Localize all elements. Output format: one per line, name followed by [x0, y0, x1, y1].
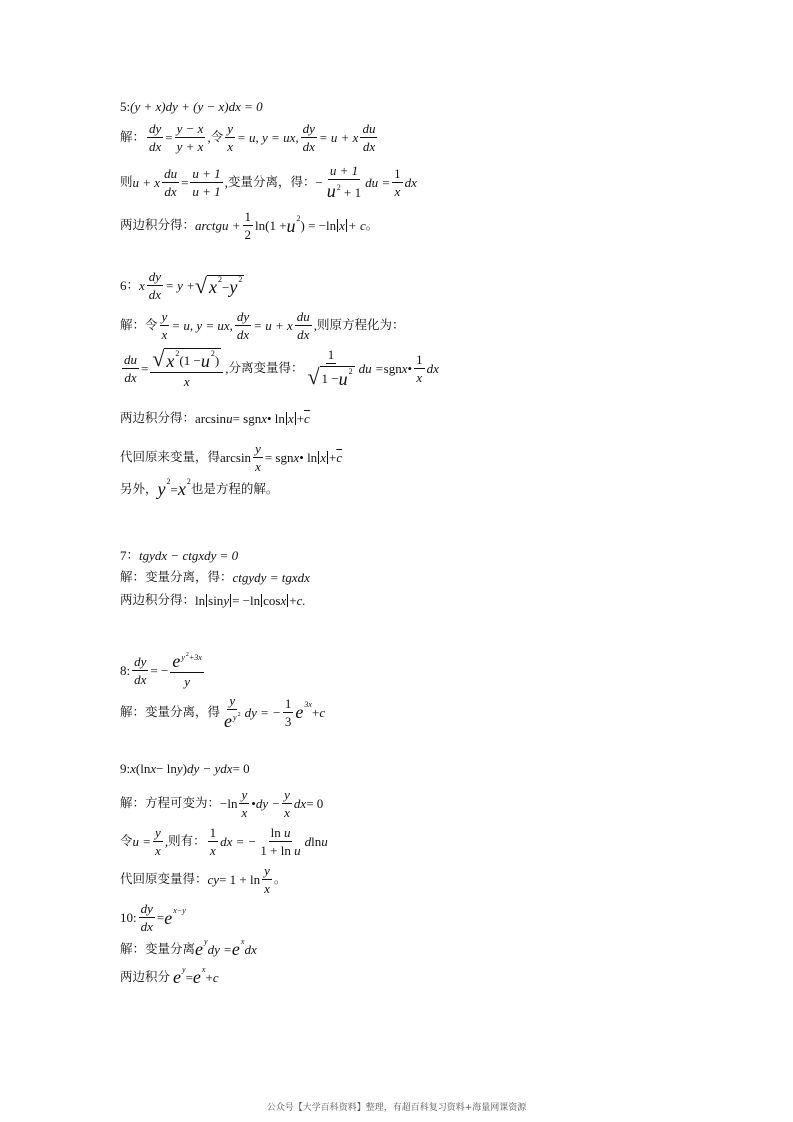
problem-6-solution-line-1: 解： 令 $\frac{y}{x}$ = u, y = ux, $\frac{dy}{dx}$ = u + x $\frac{du}{dx}$ , 则原方程化为： [120, 309, 405, 342]
page-footer: 公众号【大学百科资料】整理，有超百科复习资料+海量网课资源 [266, 1103, 527, 1113]
problem-7-solution-line-1: 解： 变量分离，得： ctgydy = tgxdx [120, 569, 310, 585]
problem-7-statement: 7 ： tgydx − ctgxdy = 0 [120, 547, 239, 563]
problem-9-solution-line-3: 代回原变量得： cy = 1 + ln $\frac{y}{x}$ 。 [120, 863, 287, 896]
problem-5-solution-line-2: 则 u + x $\frac{du}{dx}$ = $\frac{u + 1}{u + 1}$ , 变量分离，得： − $\frac{u + 1}{u^2 + 1}$ du = $\frac{1}{x}$ dx [120, 163, 417, 201]
problem-8-solution-line-1: 解： 变量分离，得 $\frac{y}{e^{y2}}$ dy = − $\frac{1}{3}$ e 3x + c [120, 693, 326, 731]
problem-6-solution-line-3: 两边积分得： arcsin u = sgn x • ln x + $\overline{c}$ [120, 410, 310, 426]
problem-8-statement: 8 : $\frac{dy}{dx}$ = − $\frac{e^{y2+3x}}{y}$ [120, 651, 202, 689]
problem-5-solution-line-3: 两边积分得： arctgu + $\frac{1}{2}$ ln(1 + u 2 ) = −ln x + c 。 [120, 209, 379, 242]
problem-6-solution-line-4: 代回原来变量，得 arcsin $\frac{y}{x}$ = sgn x • ln x + $\overline{c}$ [120, 441, 343, 474]
problem-10-statement: 10 : $\frac{dy}{dx}$ = e x−y [120, 901, 186, 934]
problem-10-solution-line-1: 解： 变量分离 e y dy = e x dx [120, 937, 257, 959]
problem-9-statement: 9 : x (ln x − ln y ) dy − ydx = 0 [120, 761, 250, 776]
problem-9-solution-line-1: 解： 方程可变为： −ln $\frac{y}{x}$ • dy − $\frac{y}{x}$ dx = 0 [120, 787, 324, 820]
problem-6-solution-line-5: 另外， y 2 = x 2 也是方程的解。 [120, 477, 279, 499]
problem-5-solution-line-1: 解： $\frac{dy}{dx}$ = $\frac{y - x}{y + x}$ , 令 $\frac{y}{x}$ = u, y = ux, $\frac{dy}{dx}$ = u + x $\frac{du}{dx}$ [120, 121, 376, 154]
problem-6-solution-line-2: $\frac{du}{dx}$ = √ x 2 (1 − u 2 ) x , 分离变量得： 1 √ 1 − u 2 du = sgn x • $\frac{1}{x}$ dx [124, 346, 439, 389]
problem-5-statement: 5 : (y + x)dy + (y − x)dx = 0 [120, 99, 263, 114]
problem-10-solution-line-2: 两边积分 e y = e x + c [120, 965, 219, 987]
problem-9-solution-line-2: 令 u = $\frac{y}{x}$ , 则有： $\frac{1}{x}$ dx = − $\frac{\text{ln u}}{\text{1 + ln u}}$ d ln u [120, 825, 328, 858]
problem-6-statement: 6 ： x $\frac{dy}{dx}$ = y + √ x 2 − y 2 [120, 269, 243, 302]
problem-7-solution-line-2: 两边积分得： ln sin y = −ln cos x + c. [120, 592, 306, 608]
